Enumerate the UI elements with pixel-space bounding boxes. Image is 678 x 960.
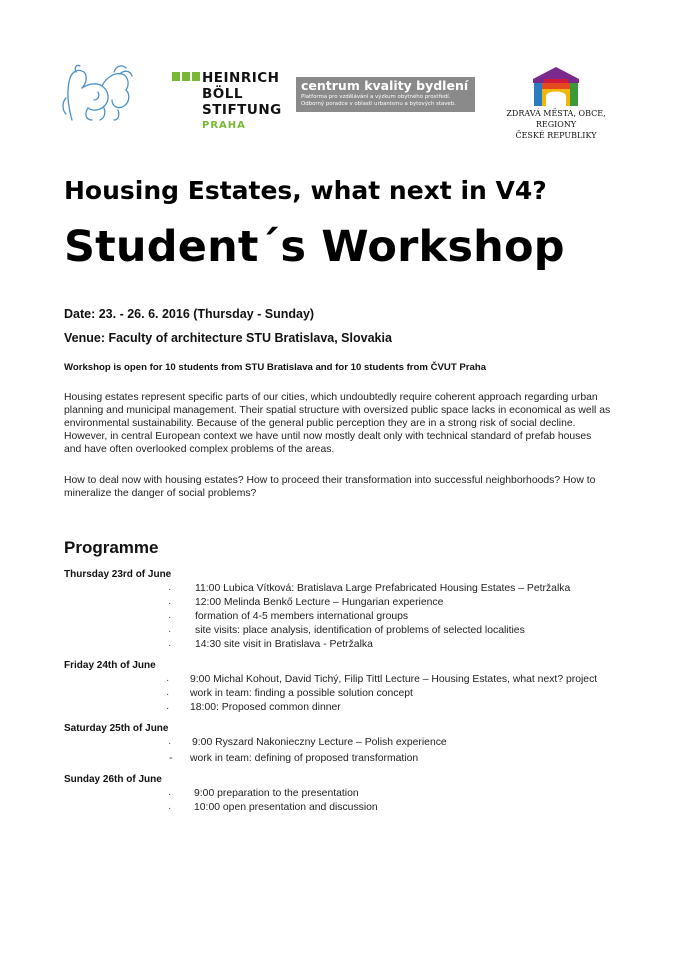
list-bullet: · <box>168 803 172 814</box>
zm-line-2: ČESKÉ REPUBLIKY <box>515 131 597 140</box>
questions-paragraph <box>64 474 624 500</box>
hbs-squares-icon <box>172 72 200 81</box>
list-item: formation of 4-5 members international groups <box>195 611 409 622</box>
intro-line: planning and municipal management. Their spatial structure with oversized public space lacks in economical as well as <box>64 405 611 416</box>
intro-line: Housing estates represent specific parts of our cities, which undoubtedly require coherent approach regarding urban <box>64 392 598 403</box>
page-title: Student´s Workshop <box>64 222 565 272</box>
questions-line: How to deal now with housing estates? How to proceed their transformation into successful neighborhoods? How to <box>64 475 596 486</box>
ckb-title: centrum kvality bydlení <box>301 78 469 93</box>
list-bullet: · <box>166 703 170 714</box>
list-item: 9:00 Michal Kohout, David Tichý, Filip Tittl Lecture – Housing Estates, what next? project <box>190 674 598 685</box>
intro-line: However, in central European context we have until now mostly dealt only with technical standard of prefab houses <box>64 431 592 442</box>
heinrich-boll-stiftung-logo <box>172 70 282 131</box>
house-arch-icon <box>532 66 580 106</box>
hbs-line-3: STIFTUNG <box>202 102 282 118</box>
venue-line: Venue: Faculty of architecture STU Bratislava, Slovakia <box>64 331 392 345</box>
list-bullet: · <box>168 612 172 623</box>
hbs-line-4: PRAHA <box>202 120 246 131</box>
list-item: 18:00: Proposed common dinner <box>190 702 341 713</box>
date-line: Date: 23. - 26. 6. 2016 (Thursday - Sunday) <box>64 307 315 321</box>
open-for-line: Workshop is open for 10 students from STU Bratislava and for 10 students from ČVUT Praha <box>64 362 487 373</box>
list-item: work in team: finding a possible solution concept <box>190 688 413 699</box>
centrum-kvality-bydleni-logo <box>296 77 475 112</box>
page-subtitle: Housing Estates, what next in V4? <box>64 176 547 205</box>
list-item: 9:00 preparation to the presentation <box>194 788 359 799</box>
ckb-subtitle-line-2: Odborný poradce v oblasti urbanismu a bytových staveb. <box>301 101 456 107</box>
list-item: site visits: place analysis, identification of problems of selected localities <box>195 625 525 636</box>
zm-text <box>500 108 612 141</box>
intro-paragraph <box>64 391 624 456</box>
day-heading-saturday: Saturday 25th of June <box>64 723 169 734</box>
zdrava-mesta-logo <box>500 66 612 140</box>
list-bullet: - <box>169 752 173 764</box>
ctu-lion-logo <box>58 62 136 124</box>
list-item: 10:00 open presentation and discussion <box>194 802 378 813</box>
ckb-subtitle-line-1: Platforma pro vzdělávání a výzkum obytného prostředí. <box>301 94 451 100</box>
ckb-subtitle <box>301 94 456 108</box>
intro-line: environmental sustainability. Because of the general public perception they are in a strong risk of social decline. <box>64 418 576 429</box>
list-bullet: · <box>166 675 170 686</box>
list-item: 9:00 Ryszard Nakonieczny Lecture – Polish experience <box>192 737 447 748</box>
hbs-line-2: BÖLL <box>202 86 243 102</box>
intro-line: and have often overlooked complex problems of the areas. <box>64 444 335 455</box>
hbs-wordmark <box>202 70 282 134</box>
day-heading-friday: Friday 24th of June <box>64 660 156 671</box>
programme-heading: Programme <box>64 538 159 557</box>
list-bullet: · <box>168 789 172 800</box>
list-bullet: · <box>168 738 172 749</box>
list-bullet: · <box>168 584 172 595</box>
list-bullet: · <box>168 626 172 637</box>
list-item: work in team: defining of proposed transformation <box>190 753 419 764</box>
list-bullet: · <box>166 689 170 700</box>
hbs-line-1: HEINRICH <box>202 70 280 86</box>
list-item: 12:00 Melinda Benkő Lecture – Hungarian experience <box>195 597 444 608</box>
list-item: 14:30 site visit in Bratislava - Petržalka <box>195 639 373 650</box>
day-heading-thursday: Thursday 23rd of June <box>64 569 172 580</box>
list-bullet: · <box>168 640 172 651</box>
zm-line-1: ZDRAVÁ MĚSTA, OBCE, REGIONY <box>506 109 606 129</box>
day-heading-sunday: Sunday 26th of June <box>64 774 162 785</box>
list-item: 11:00 Lubica Vítková: Bratislava Large Prefabricated Housing Estates – Petržalka <box>195 583 571 594</box>
questions-line: mineralize the danger of social problems? <box>64 488 257 499</box>
lion-icon <box>58 62 136 124</box>
list-bullet: · <box>168 598 172 609</box>
